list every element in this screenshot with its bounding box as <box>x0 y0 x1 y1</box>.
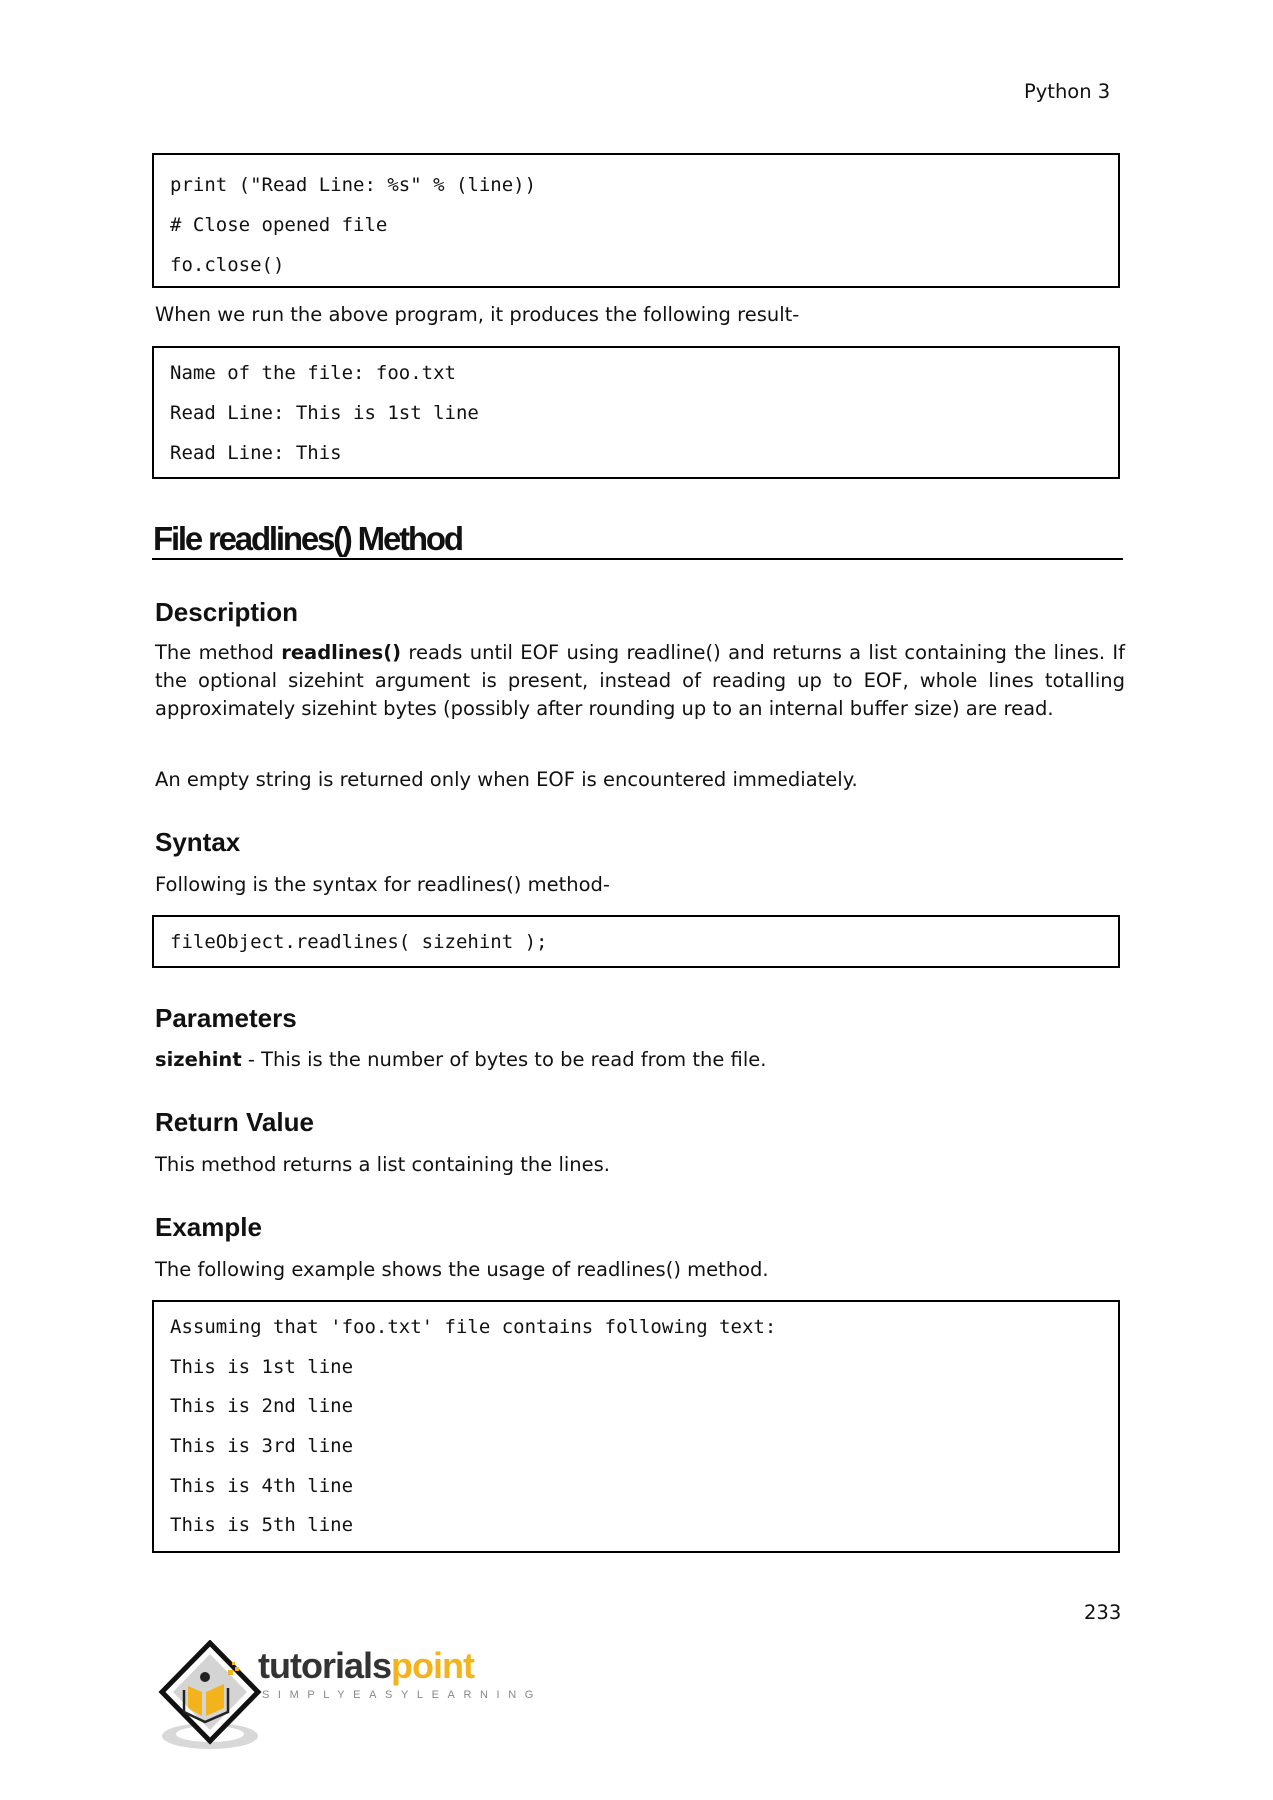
return-value-text: This method returns a list containing the lines. <box>155 1153 611 1176</box>
logo-word-dark: tutorials <box>258 1645 392 1686</box>
parameter-item <box>155 1046 766 1074</box>
syntax-intro: Following is the syntax for readlines() method- <box>155 873 610 896</box>
return-value-heading: Return Value <box>155 1107 314 1137</box>
logo-tagline: SIMPLYEASYLEARNING <box>262 1689 542 1701</box>
description-text-prefix: The method <box>155 641 282 664</box>
output-line: Read Line: This is 1st line <box>170 402 479 424</box>
example-intro: The following example shows the usage of readlines() method. <box>155 1258 769 1281</box>
parameters-heading: Parameters <box>155 1003 297 1033</box>
method-name-bold: readlines() <box>281 641 402 664</box>
page-number: 233 <box>1084 1601 1122 1624</box>
logo-word-accent: point <box>391 1645 474 1686</box>
output-line: Name of the file: foo.txt <box>170 362 456 384</box>
parameter-description: - This is the number of bytes to be read from the file. <box>241 1048 767 1071</box>
example-code-line: Assuming that 'foo.txt' file contains following text: <box>170 1316 777 1338</box>
code-line: print ("Read Line: %s" % (line)) <box>170 174 537 196</box>
example-code-block <box>152 1300 1120 1553</box>
output-block <box>152 346 1120 479</box>
result-intro-text: When we run the above program, it produces the following result- <box>155 303 800 326</box>
section-title: File readlines() Method <box>153 520 462 557</box>
code-line: # Close opened file <box>170 214 388 236</box>
example-code-line: This is 5th line <box>170 1514 354 1536</box>
syntax-heading: Syntax <box>155 827 241 857</box>
description-note: An empty string is returned only when EOF is encountered immediately. <box>155 768 858 791</box>
example-code-line: This is 1st line <box>170 1356 354 1378</box>
code-block <box>152 153 1120 288</box>
description-text-rest: reads until EOF using readline() and returns a list containing the lines. If the optional sizehint argument is present, instead of reading up to EOF, whole lines totalling approximately sizehint bytes (possibly after rounding up to an internal buffer size) are read. <box>155 641 1125 720</box>
example-code-line: This is 3rd line <box>170 1435 354 1457</box>
title-underline <box>152 558 1123 560</box>
logo-wordmark <box>258 1646 474 1686</box>
syntax-code-line: fileObject.readlines( sizehint ); <box>170 931 548 953</box>
example-code-line: This is 4th line <box>170 1475 354 1497</box>
example-code-line: This is 2nd line <box>170 1395 354 1417</box>
parameter-name: sizehint <box>155 1048 242 1071</box>
description-paragraph <box>155 639 1125 723</box>
tutorialspoint-logo <box>150 1622 542 1734</box>
syntax-code-block <box>152 915 1120 968</box>
code-line: fo.close() <box>170 254 285 276</box>
description-heading: Description <box>155 597 299 627</box>
example-heading: Example <box>155 1212 262 1242</box>
output-line: Read Line: This <box>170 442 342 464</box>
running-header: Python 3 <box>1024 80 1111 103</box>
